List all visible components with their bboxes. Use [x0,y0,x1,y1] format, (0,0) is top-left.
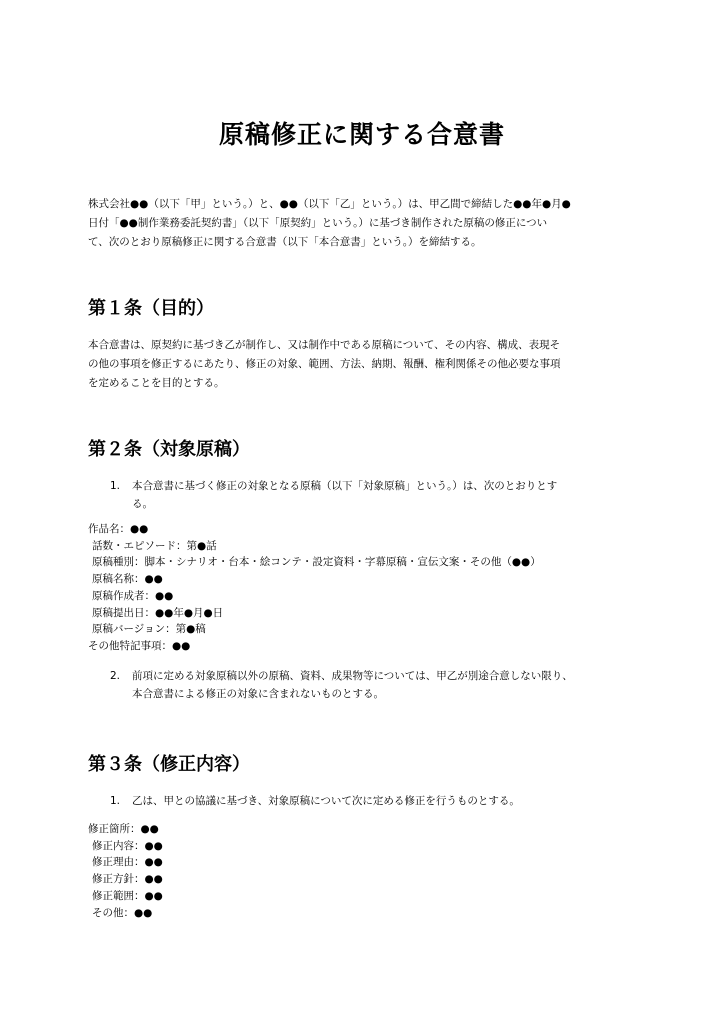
field-item: 原稿バージョン：第●稿 [92,623,206,636]
item-line: 乙は、甲との協議に基づき、対象原稿について次に定める修正を行うものとする。 [132,795,520,807]
article-2-item-2 [110,667,644,703]
item-text [132,477,644,513]
document-title: 原稿修正に関する合意書 [218,120,505,149]
field-item: 話数・エピソード：第●話 [92,539,217,552]
field-item: その他：●● [92,906,153,919]
item-line: 本合意書に基づく修正の対象となる原稿（以下「対象原稿」という。）は、次のとおりとす [132,480,558,492]
field-item: 修正方針：●● [92,873,163,886]
field-item: 修正理由：●● [92,856,163,869]
article-2-heading: 第２条（対象原稿） [88,439,250,460]
item-number: 2. [110,670,121,682]
item-text [132,667,644,703]
item-line: 本合意書による修正の対象に含まれないものとする。 [132,688,384,700]
intro-line: 日付「●●制作業務委託契約書」（以下「原契約」という。）に基づき制作された原稿の修正につい [88,217,548,229]
article-1-line: 本合意書は、原契約に基づき乙が制作し、又は制作中である原稿について、その内容、構成、表現そ [88,339,561,351]
target-manuscript-fields [88,521,644,655]
field-item: 修正内容：●● [92,839,163,852]
intro-line: 株式会社●●（以下「甲」という。）と、●●（以下「乙」という。）は、甲乙間で締結した●●年●月● [88,198,571,210]
item-number: 1. [110,480,121,492]
intro-line: て、次のとおり原稿修正に関する合意書（以下「本合意書」という。）を締結する。 [88,236,482,248]
article-2-item-1 [110,477,644,513]
article-3-heading: 第３条（修正内容） [88,754,250,775]
article-1-line: の他の事項を修正するにあたり、修正の対象、範囲、方法、納期、報酬、権利関係その他必要な事項 [88,358,561,370]
item-line: る。 [132,498,153,510]
item-number: 1. [110,795,121,807]
article-3-item-1 [110,792,644,810]
article-1-body [88,336,644,393]
field-item: 原稿作成者：●● [92,589,174,602]
field-item: 作品名：●● [88,523,149,535]
item-text [132,792,644,810]
field-item: 原稿提出日：●●年●月●日 [92,606,224,619]
revision-detail-fields [88,821,644,921]
field-item: 修正範囲：●● [92,889,163,902]
field-item: 原稿種別：脚本・シナリオ・台本・絵コンテ・設定資料・字幕原稿・宣伝文案・その他（●●） [92,556,541,569]
field-item: 原稿名称：●● [92,573,163,586]
article-1-line: を定めることを目的とする。 [88,377,225,389]
field-item: その他特記事項：●● [88,639,191,652]
field-item: 修正箇所：●● [88,823,159,835]
intro-paragraph [88,195,644,252]
item-line: 前項に定める対象原稿以外の原稿、資料、成果物等については、甲乙が別途合意しない限り、 [132,670,573,682]
article-1-heading: 第１条（目的） [88,298,214,319]
